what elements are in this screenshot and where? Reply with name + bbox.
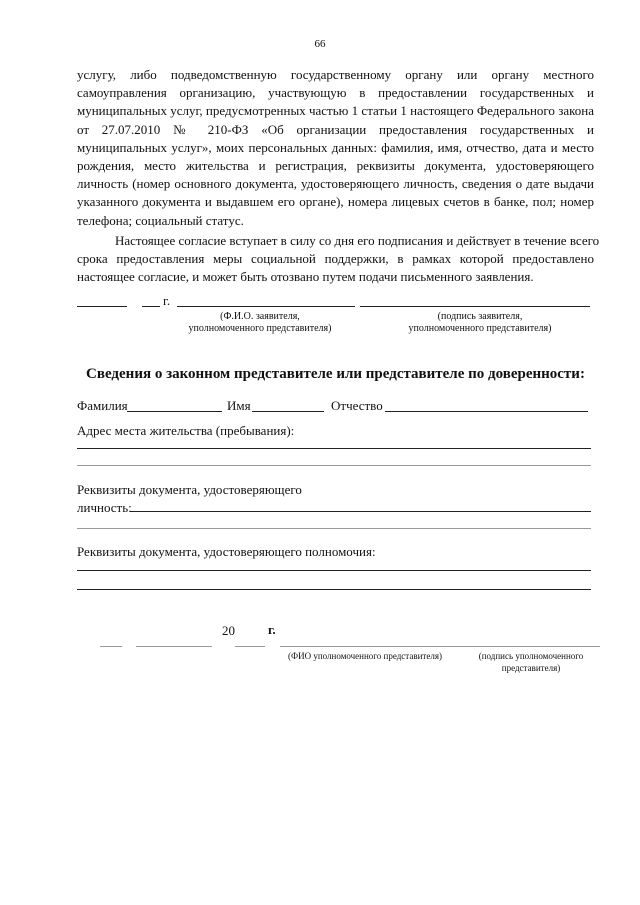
patronymic-label: Отчество [331, 398, 383, 413]
authority-document-label: Реквизиты документа, удостоверяющего полномочия: [77, 544, 376, 559]
rep-signature-caption: (подпись уполномоченного представителя) [478, 651, 584, 673]
id-document-field-line-2[interactable] [77, 528, 591, 529]
paragraph-line: самоуправления организацию, участвующую в предоставлении государственных и [77, 85, 594, 101]
year-suffix: г. [163, 293, 171, 308]
id-document-label-continued: личность: [77, 500, 132, 515]
applicant-signature-caption: (подпись заявителя, уполномоченного представителя) [408, 311, 552, 334]
rep-date-month-line[interactable] [136, 646, 212, 647]
validity-paragraph [77, 232, 600, 287]
paragraph-line: указанного документа и выдавшем его органе), номера лицевых счетов в банке, пол; номер [77, 194, 594, 210]
rep-date-day-line[interactable] [100, 646, 122, 647]
paragraph-line: муниципальных услуг», моих персональных данных: фамилия, имя, отчество, дата и место [77, 139, 594, 155]
paragraph-line: личность (номер основного документа, удостоверяющего личность, сведения о дате выдачи [77, 176, 594, 192]
applicant-fio-caption: (Ф.И.О. заявителя, уполномоченного представителя) [188, 311, 332, 334]
paragraph-line: Настоящее согласие вступает в силу со дня его подписания и действует в течение всего [115, 233, 600, 248]
paragraph-line: срока предоставления меры социальной поддержки, в рамках которой предоставлено [77, 251, 594, 267]
paragraph-line: услугу, либо подведомственную государственному органу или органу местного [77, 67, 594, 82]
patronymic-field[interactable] [385, 411, 588, 412]
rep-date-year-line[interactable] [235, 646, 265, 647]
paragraph-line: муниципальных услуг, предусмотренных частью 1 статьи 1 настоящего Федерального закона [77, 103, 594, 119]
name-label: Имя [227, 398, 251, 413]
id-document-field-line-1[interactable] [130, 511, 591, 512]
authority-document-field-line-1[interactable] [77, 570, 591, 571]
date-day-line[interactable] [77, 306, 127, 307]
page-number: 66 [314, 38, 326, 50]
name-field[interactable] [252, 411, 324, 412]
representative-heading: Сведения о законном представителе или представителе по доверенности: [86, 366, 585, 382]
paragraph-line: от 27.07.2010 № 210-ФЗ «Об организации предоставления государственных и [77, 121, 594, 137]
paragraph-line: настоящее согласие, и может быть отозвано путем подачи письменного заявления. [77, 269, 534, 285]
address-field-line-1[interactable] [77, 448, 591, 449]
rep-fio-caption: (ФИО уполномоченного представителя) [288, 651, 442, 661]
rep-fio-signature-line[interactable] [280, 646, 600, 647]
year-suffix-rep: г. [268, 622, 276, 637]
address-field-line-2[interactable] [77, 465, 591, 466]
applicant-signature-line[interactable] [360, 306, 590, 307]
consent-paragraph [77, 66, 594, 230]
year-prefix: 20 [222, 623, 235, 638]
paragraph-line: телефона; социальный статус. [77, 212, 244, 228]
address-label: Адрес места жительства (пребывания): [77, 423, 295, 438]
date-year-line[interactable] [142, 306, 160, 307]
surname-label: Фамилия [77, 398, 128, 413]
surname-field[interactable] [127, 411, 222, 412]
paragraph-line: рождения, место жительства и регистрация, реквизиты документа, удостоверяющего [77, 158, 594, 174]
id-document-label: Реквизиты документа, удостоверяющего [77, 482, 302, 497]
authority-document-field-line-2[interactable] [77, 589, 591, 590]
applicant-fio-line[interactable] [177, 306, 355, 307]
